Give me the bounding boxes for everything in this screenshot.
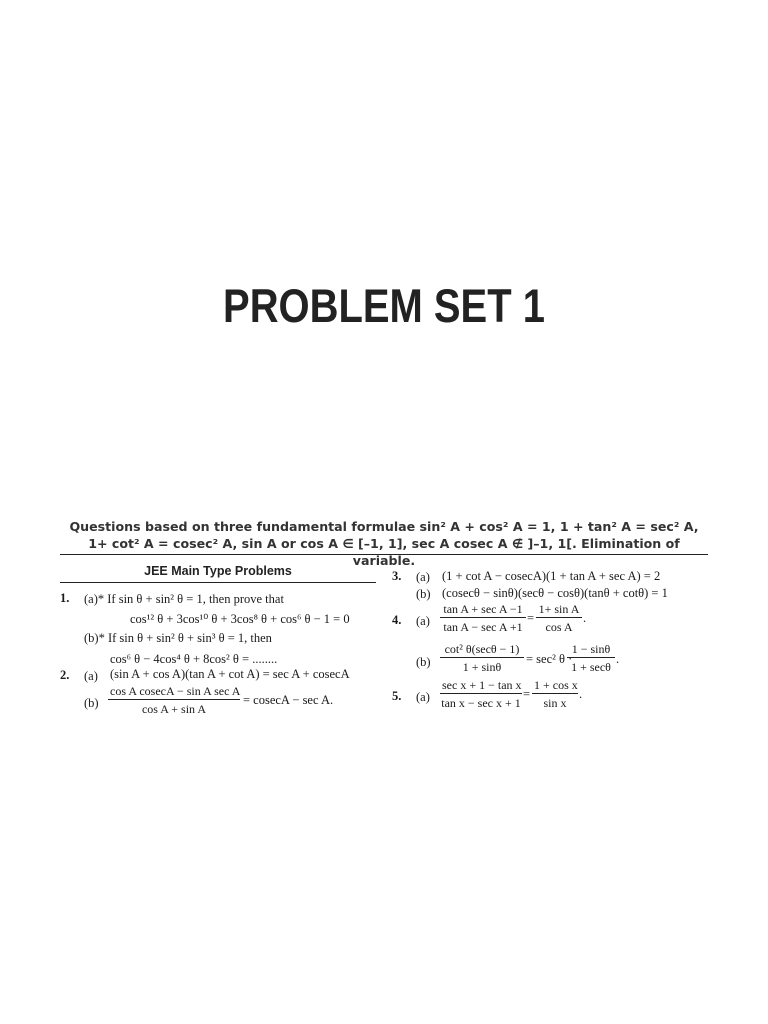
problem-5a-left-denominator: tan x − sec x + 1 [441, 696, 521, 710]
problem-1b-equation: cos⁶ θ − 4cos⁴ θ + 8cos² θ = ........ [110, 652, 278, 666]
problem-2b-numerator: cos A cosecA − sin A sec A [110, 684, 241, 698]
problem-3-number: 3. [392, 569, 402, 583]
problem-1a-equation: cos¹² θ + 3cos¹⁰ θ + 3cos⁸ θ + cos⁶ θ − 1 = 0 [130, 612, 350, 626]
problem-2b-fraction [108, 684, 240, 716]
problem-4b-left-numerator: cot² θ(secθ − 1) [440, 642, 524, 658]
problem-4a-right-denominator: cos A [545, 620, 573, 634]
problem-5a-fraction-left [440, 678, 522, 710]
section-subheading: JEE Main Type Problems [144, 564, 292, 578]
problem-5a-right-denominator: sin x [543, 696, 567, 710]
problem-4-number: 4. [392, 613, 402, 627]
problem-5a-right-numerator: 1 + cos x [534, 678, 578, 692]
problem-3a-equation: (1 + cot A − cosecA)(1 + tan A + sec A) = 2 [442, 569, 661, 583]
problem-4a-fraction-right [536, 602, 582, 634]
problem-4a-right-numerator: 1+ sin A [536, 602, 582, 618]
problem-4a-equals: = [527, 611, 535, 625]
page-title: PROBLEM SET 1 [223, 279, 545, 332]
problem-4a-left-numerator: tan A + sec A −1 [440, 602, 526, 618]
problem-4b-fraction-right [567, 642, 615, 674]
problem-4b-period: . [616, 652, 620, 666]
problem-4b-right-numerator: 1 − sinθ [567, 642, 615, 658]
problem-5a-period: . [579, 687, 583, 701]
problem-2b-label: (b) [84, 696, 99, 710]
problem-3b-label: (b) [416, 587, 431, 601]
problem-1a-text: (a)* If sin θ + sin² θ = 1, then prove that [84, 592, 284, 606]
problem-4b-fraction-left [440, 642, 524, 674]
problem-4a-label: (a) [416, 614, 430, 628]
problem-4a-left-denominator: tan A − sec A +1 [443, 620, 523, 634]
problem-5-number: 5. [392, 689, 402, 703]
problem-3a-label: (a) [416, 570, 430, 584]
problem-5a-fraction-right [532, 678, 578, 710]
problem-5a-equals: = [523, 687, 531, 701]
problem-4b-middle: = sec² θ · [526, 652, 573, 666]
problem-4b-left-denominator: 1 + sinθ [462, 660, 502, 674]
problem-4a-fraction-left [440, 602, 526, 634]
problem-3b-equation: (cosecθ − sinθ)(secθ − cosθ)(tanθ + cotθ) = 1 [442, 586, 668, 600]
problem-4b-label: (b) [416, 655, 431, 669]
problem-1b-text: (b)* If sin θ + sin² θ + sin³ θ = 1, then [84, 631, 272, 645]
problem-4b-right-denominator: 1 + secθ [571, 660, 611, 674]
banner-line-1: Questions based on three fundamental formulae sin² A + cos² A = 1, 1 + tan² A = sec² A, [69, 519, 699, 534]
problem-2a-equation: (sin A + cos A)(tan A + cot A) = sec A + cosecA [110, 667, 350, 681]
problem-4a-period: . [583, 611, 587, 625]
problem-2b-rhs: = cosecA − sec A. [243, 693, 334, 707]
problem-2b-denominator: cos A + sin A [141, 702, 207, 716]
banner-line-2: 1+ cot² A = cosec² A, sin A or cos A ∈ [–1, 1], sec A cosec A ∉ ]–1, 1[. Elimination of variable. [88, 536, 680, 568]
topic-banner [60, 518, 708, 569]
problem-2a-label: (a) [84, 669, 98, 683]
problem-5a-left-numerator: sec x + 1 − tan x [442, 678, 522, 692]
subhead-rule [60, 582, 376, 583]
banner-rule [60, 554, 708, 555]
problem-2-number: 2. [60, 668, 70, 682]
problem-5a-label: (a) [416, 690, 430, 704]
problem-1-number: 1. [60, 591, 70, 605]
